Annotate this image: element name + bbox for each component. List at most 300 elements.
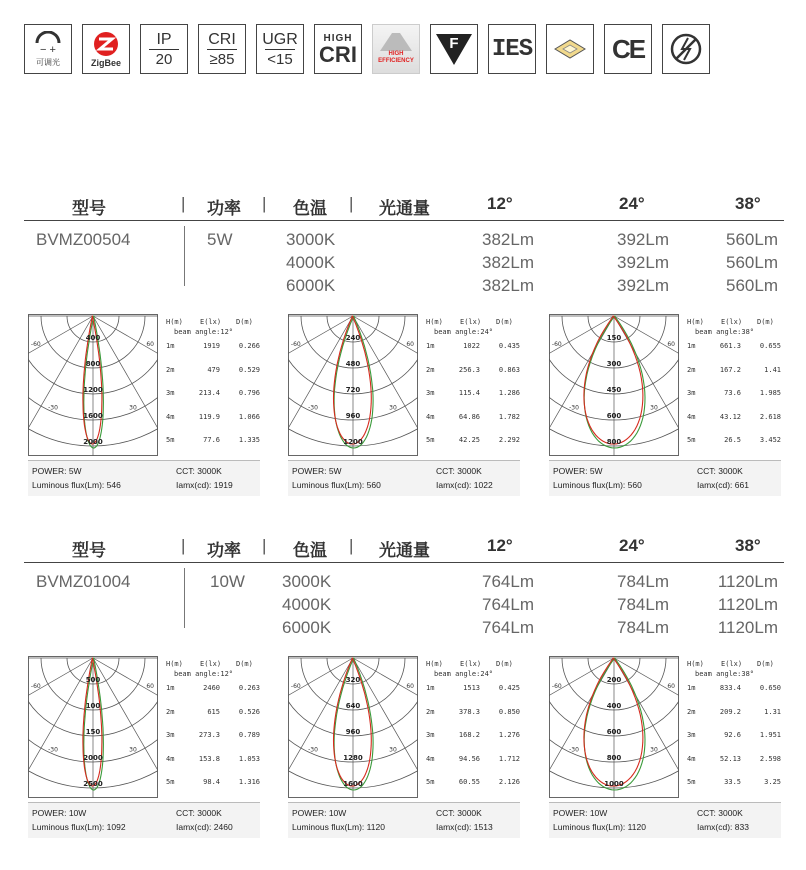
distance-cell: 3m — [687, 731, 696, 739]
light-cone-icon — [376, 33, 416, 51]
ring-value-label: 1600 — [83, 412, 103, 420]
flux-38: 560Lm — [726, 230, 778, 249]
ip-divider — [149, 49, 179, 50]
diameter-cell: 1.985 — [759, 389, 781, 397]
diameter-cell: 0.263 — [238, 684, 260, 692]
lux-cell: 378.3 — [458, 707, 480, 716]
imax-info: Iamx(cd): 833 — [697, 822, 749, 832]
lux-cell: 209.2 — [719, 707, 741, 716]
lux-cell: 98.4 — [203, 778, 220, 786]
diameter-cell: 1.782 — [498, 412, 520, 421]
distance-cell: 4m — [687, 412, 696, 421]
col-d: D(m) — [757, 318, 774, 326]
zigbee-logo-icon — [93, 31, 119, 57]
ring-value-label: 800 — [606, 438, 622, 446]
high-efficiency-icon — [372, 24, 420, 74]
f-mark-icon — [430, 24, 478, 74]
header-angle-24: 24° — [619, 536, 645, 555]
header-separator: | — [181, 194, 186, 213]
polar-light-distribution-chart — [28, 314, 158, 456]
ce-icon — [604, 24, 652, 74]
flux-38: 560Lm — [726, 276, 778, 295]
polar-light-distribution-chart — [288, 314, 418, 456]
ce-label: CE — [611, 33, 645, 64]
ugr-top: UGR — [262, 30, 298, 48]
f-mark-label: F — [449, 34, 459, 52]
power-info: POWER: 5W — [292, 466, 342, 476]
cct-info: CCT: 3000K — [176, 466, 222, 476]
spec-info-box — [549, 802, 781, 838]
imax-info: Iamx(cd): 1919 — [176, 480, 233, 490]
distance-cell: 4m — [166, 754, 175, 763]
ies-icon — [488, 24, 536, 74]
cct-info: CCT: 3000K — [697, 808, 743, 818]
col-h: H(m) — [166, 318, 183, 326]
col-d: D(m) — [236, 660, 253, 668]
diameter-cell: 0.650 — [759, 684, 781, 692]
col-h: H(m) — [166, 660, 183, 668]
header-angle-12: 12° — [487, 536, 513, 555]
flux-24: 392Lm — [617, 253, 669, 272]
distance-cell: 4m — [426, 412, 435, 421]
col-h: H(m) — [687, 660, 704, 668]
distance-cell: 2m — [426, 707, 435, 716]
power-info: POWER: 10W — [32, 808, 87, 818]
header-cct: 色温 — [293, 199, 327, 218]
polar-light-distribution-chart — [288, 656, 418, 798]
lux-cell: 1513 — [463, 684, 480, 692]
lux-cell: 615 — [207, 707, 220, 716]
lux-cell: 256.3 — [458, 365, 480, 374]
lux-cell: 168.2 — [458, 731, 480, 739]
polar-angle-label: 30 — [650, 746, 658, 754]
diameter-cell: 2.292 — [498, 436, 520, 444]
ring-value-label: 2500 — [83, 780, 103, 788]
diameter-cell: 1.276 — [498, 731, 520, 739]
diameter-cell: 0.526 — [238, 707, 260, 716]
polar-angle-label: 60 — [146, 683, 154, 690]
ip-top: IP — [156, 30, 172, 48]
lux-cell: 52.13 — [719, 754, 741, 763]
lux-cell: 479 — [207, 365, 220, 374]
flux-12: 764Lm — [482, 618, 534, 637]
ugr-divider — [265, 49, 295, 50]
flux-38: 1120Lm — [717, 618, 778, 637]
distance-cell: 5m — [166, 436, 175, 444]
header-rule — [24, 220, 784, 221]
lux-cell: 2460 — [203, 684, 220, 692]
diameter-cell: 2.126 — [498, 778, 520, 786]
power-value: 10W — [210, 572, 245, 591]
ring-value-label: 400 — [606, 702, 622, 710]
luminous-flux-info: Luminous flux(Lm): 1092 — [32, 822, 126, 832]
beam-angle-label: beam angle:12° — [174, 328, 234, 336]
ies-label: IES — [491, 35, 533, 63]
lux-cell: 153.8 — [198, 754, 220, 763]
photometric-panel — [288, 656, 520, 838]
diameter-cell: 1.066 — [238, 412, 260, 421]
ugr-bottom: <15 — [267, 50, 293, 68]
distance-cell: 3m — [426, 731, 435, 739]
model-number: BVMZ00504 — [36, 230, 131, 249]
header-power: 功率 — [207, 541, 241, 560]
luminous-flux-info: Luminous flux(Lm): 560 — [553, 480, 642, 490]
dimmer-symbol: − + — [40, 43, 56, 56]
polar-light-distribution-chart — [28, 656, 158, 798]
dimmer-arc-icon — [33, 31, 63, 45]
power-info: POWER: 5W — [553, 466, 603, 476]
polar-angle-label: -30 — [308, 404, 318, 412]
col-e: E(lx) — [200, 660, 222, 668]
luminous-flux-info: Luminous flux(Lm): 1120 — [553, 822, 646, 832]
polar-angle-label: 60 — [406, 683, 414, 690]
photometric-panel — [549, 656, 781, 838]
flux-12: 764Lm — [482, 595, 534, 614]
beam-angle-label: beam angle:38° — [695, 670, 755, 678]
ring-value-label: 320 — [345, 676, 361, 684]
ring-value-label: 640 — [345, 702, 361, 710]
spec-info-box — [28, 460, 260, 496]
ip-rating-icon — [140, 24, 188, 74]
flux-24: 392Lm — [617, 276, 669, 295]
chip-icon — [553, 36, 587, 62]
flux-38: 1120Lm — [717, 595, 778, 614]
diameter-cell: 1.41 — [764, 365, 781, 374]
high-efficiency-line1: HIGH — [388, 51, 404, 57]
header-flux: 光通量 — [379, 199, 430, 218]
power-info: POWER: 10W — [553, 808, 608, 818]
lux-cell: 167.2 — [719, 365, 741, 374]
photometric-panel — [28, 656, 260, 838]
flux-24: 784Lm — [617, 572, 669, 591]
polar-angle-label: 60 — [406, 341, 414, 348]
cri-divider — [207, 49, 237, 50]
header-separator: | — [349, 536, 354, 555]
lux-cell: 115.4 — [458, 389, 480, 397]
imax-info: Iamx(cd): 1513 — [436, 822, 493, 832]
beam-angle-label: beam angle:38° — [695, 328, 755, 336]
header-rule — [24, 562, 784, 563]
diameter-cell: 1.31 — [764, 707, 781, 716]
spec-table-header — [0, 532, 806, 562]
distance-cell: 2m — [166, 707, 175, 716]
cct-value: 6000K — [286, 276, 336, 295]
ring-value-label: 300 — [606, 360, 622, 368]
header-separator: | — [262, 194, 267, 213]
header-separator: | — [262, 536, 267, 555]
lux-cell: 43.12 — [719, 412, 741, 421]
cri-top: CRI — [208, 30, 236, 48]
distance-cell: 5m — [426, 436, 435, 444]
column-divider — [184, 568, 185, 628]
distance-cell: 1m — [426, 342, 435, 350]
high-cri-icon — [314, 24, 362, 74]
polar-angle-label: 30 — [129, 746, 137, 754]
ring-value-label: 800 — [606, 754, 622, 762]
ring-value-label: 2000 — [83, 438, 103, 446]
distance-cell: 3m — [426, 389, 435, 397]
polar-angle-label: 30 — [389, 404, 397, 412]
cct-value: 4000K — [286, 253, 336, 272]
diameter-cell: 1.316 — [238, 778, 260, 786]
spec-info-box — [549, 460, 781, 496]
diameter-cell: 3.25 — [764, 778, 781, 786]
ring-value-label: 500 — [85, 676, 101, 684]
polar-angle-label: -30 — [48, 746, 58, 754]
ring-value-label: 960 — [345, 728, 361, 736]
led-chip-icon — [546, 24, 594, 74]
distance-cell: 3m — [687, 389, 696, 397]
imax-info: Iamx(cd): 1022 — [436, 480, 493, 490]
ring-value-label: 400 — [85, 334, 101, 342]
cct-value: 6000K — [282, 618, 332, 637]
distance-cell: 4m — [687, 754, 696, 763]
diameter-cell: 0.796 — [238, 389, 260, 397]
ring-value-label: 1280 — [343, 754, 363, 762]
lux-cell: 119.9 — [198, 412, 220, 421]
distance-cell: 2m — [166, 365, 175, 374]
header-separator: | — [181, 536, 186, 555]
power-info: POWER: 5W — [32, 466, 82, 476]
no-flicker-symbol-icon — [669, 32, 703, 66]
distance-cell: 3m — [166, 731, 175, 739]
distance-cell: 4m — [426, 754, 435, 763]
lux-cell: 26.5 — [724, 436, 741, 444]
header-angle-38: 38° — [735, 536, 761, 555]
diameter-cell: 1.951 — [759, 731, 781, 739]
polar-angle-label: 60 — [667, 683, 675, 690]
polar-angle-label: -60 — [551, 341, 562, 348]
beam-angle-label: beam angle:12° — [174, 670, 234, 678]
ring-value-label: 1000 — [604, 780, 624, 788]
cct-value: 4000K — [282, 595, 332, 614]
photometric-panel — [28, 314, 260, 496]
column-divider — [184, 226, 185, 286]
polar-angle-label: 30 — [389, 746, 397, 754]
ugr-icon — [256, 24, 304, 74]
lux-cell: 661.3 — [719, 342, 741, 350]
lux-cell: 42.25 — [458, 436, 480, 444]
col-d: D(m) — [496, 660, 513, 668]
polar-light-distribution-chart — [549, 656, 679, 798]
cri-bottom: ≥85 — [209, 50, 235, 68]
spec-info-box — [28, 802, 260, 838]
col-d: D(m) — [496, 318, 513, 326]
diameter-cell: 1.712 — [498, 754, 520, 763]
high-efficiency-line2: EFFICIENCY — [378, 58, 414, 64]
spec-info-box — [288, 460, 520, 496]
lux-cell: 77.6 — [203, 436, 220, 444]
header-cct: 色温 — [293, 541, 327, 560]
beam-angle-label: beam angle:24° — [434, 328, 494, 336]
flux-38: 560Lm — [726, 253, 778, 272]
polar-angle-label: -30 — [569, 404, 579, 412]
lux-cell: 833.4 — [719, 684, 741, 692]
col-h: H(m) — [687, 318, 704, 326]
diameter-cell: 0.655 — [759, 342, 781, 350]
flux-24: 784Lm — [617, 595, 669, 614]
polar-angle-label: 60 — [667, 341, 675, 348]
diameter-cell: 2.618 — [759, 412, 781, 421]
polar-angle-label: -30 — [569, 746, 579, 754]
polar-angle-label: -30 — [308, 746, 318, 754]
lux-cell: 92.6 — [724, 731, 741, 739]
power-info: POWER: 10W — [292, 808, 347, 818]
polar-angle-label: 60 — [146, 341, 154, 348]
header-angle-38: 38° — [735, 194, 761, 213]
flux-38: 1120Lm — [717, 572, 778, 591]
polar-angle-label: -60 — [551, 683, 562, 690]
ring-value-label: 720 — [345, 386, 361, 394]
col-h: H(m) — [426, 660, 443, 668]
polar-angle-label: -30 — [48, 404, 58, 412]
col-d: D(m) — [757, 660, 774, 668]
flux-24: 392Lm — [617, 230, 669, 249]
header-flux: 光通量 — [379, 541, 430, 560]
diameter-cell: 1.053 — [238, 754, 260, 763]
zigbee-label: ZigBee — [90, 57, 121, 68]
spec-info-box — [288, 802, 520, 838]
no-flicker-icon — [662, 24, 710, 74]
header-model: 型号 — [72, 199, 106, 218]
header-angle-24: 24° — [619, 194, 645, 213]
lux-cell: 33.5 — [724, 778, 741, 786]
col-e: E(lx) — [721, 660, 743, 668]
diameter-cell: 1.286 — [498, 389, 520, 397]
col-e: E(lx) — [460, 318, 482, 326]
dimmable-icon — [24, 24, 72, 74]
header-power: 功率 — [207, 199, 241, 218]
dimmable-label: 可调光 — [36, 57, 60, 67]
distance-cell: 2m — [687, 707, 696, 716]
cct-info: CCT: 3000K — [436, 466, 482, 476]
distance-cell: 1m — [166, 684, 175, 692]
diameter-cell: 1.335 — [238, 436, 260, 444]
power-value: 5W — [207, 230, 233, 249]
ring-value-label: 150 — [606, 334, 622, 342]
polar-angle-label: -60 — [30, 683, 41, 690]
diameter-cell: 0.850 — [498, 707, 520, 716]
distance-cell: 1m — [166, 342, 175, 350]
certification-icons — [24, 24, 720, 74]
header-separator: | — [349, 194, 354, 213]
lux-cell: 213.4 — [198, 389, 220, 397]
col-e: E(lx) — [460, 660, 482, 668]
spec-table-header — [0, 190, 806, 220]
cct-info: CCT: 3000K — [697, 466, 743, 476]
ring-value-label: 1200 — [343, 438, 363, 446]
ring-value-label: 960 — [345, 412, 361, 420]
diameter-cell: 2.598 — [759, 754, 781, 763]
luminous-flux-info: Luminous flux(Lm): 546 — [32, 480, 121, 490]
distance-cell: 4m — [166, 412, 175, 421]
beam-angle-label: beam angle:24° — [434, 670, 494, 678]
col-e: E(lx) — [200, 318, 222, 326]
polar-angle-label: 30 — [650, 404, 658, 412]
col-d: D(m) — [236, 318, 253, 326]
distance-cell: 2m — [426, 365, 435, 374]
cct-value: 3000K — [282, 572, 332, 591]
cct-info: CCT: 3000K — [176, 808, 222, 818]
header-model: 型号 — [72, 541, 106, 560]
diameter-cell: 0.425 — [498, 684, 520, 692]
ring-value-label: 800 — [85, 360, 101, 368]
lux-cell: 1022 — [463, 342, 480, 350]
imax-info: Iamx(cd): 661 — [697, 480, 749, 490]
flux-12: 382Lm — [482, 276, 534, 295]
lux-cell: 273.3 — [198, 731, 220, 739]
lux-cell: 1919 — [203, 342, 220, 350]
ring-value-label: 200 — [606, 676, 622, 684]
col-h: H(m) — [426, 318, 443, 326]
ring-value-label: 600 — [606, 412, 622, 420]
lux-cell: 60.55 — [458, 778, 480, 786]
polar-angle-label: -60 — [290, 341, 301, 348]
distance-cell: 5m — [687, 436, 696, 444]
photometric-panel — [288, 314, 520, 496]
distance-cell: 5m — [166, 778, 175, 786]
distance-cell: 5m — [687, 778, 696, 786]
photometric-panel — [549, 314, 781, 496]
ip-bottom: 20 — [155, 50, 173, 68]
flux-12: 764Lm — [482, 572, 534, 591]
lux-cell: 64.86 — [458, 412, 480, 421]
polar-angle-label: -60 — [290, 683, 301, 690]
header-angle-12: 12° — [487, 194, 513, 213]
imax-info: Iamx(cd): 2460 — [176, 822, 233, 832]
diameter-cell: 3.452 — [759, 436, 781, 444]
distance-cell: 1m — [426, 684, 435, 692]
ring-value-label: 2000 — [83, 754, 103, 762]
flux-12: 382Lm — [482, 253, 534, 272]
ring-value-label: 150 — [85, 728, 101, 736]
high-cri-line2: CRI — [319, 41, 357, 67]
diameter-cell: 0.789 — [238, 731, 260, 739]
cct-value: 3000K — [286, 230, 336, 249]
flux-24: 784Lm — [617, 618, 669, 637]
lux-cell: 94.56 — [458, 754, 480, 763]
polar-angle-label: -60 — [30, 341, 41, 348]
cri-icon — [198, 24, 246, 74]
diameter-cell: 0.863 — [498, 365, 520, 374]
distance-cell: 3m — [166, 389, 175, 397]
model-number: BVMZ01004 — [36, 572, 131, 591]
distance-cell: 2m — [687, 365, 696, 374]
flux-12: 382Lm — [482, 230, 534, 249]
ring-value-label: 1200 — [83, 386, 103, 394]
diameter-cell: 0.529 — [238, 365, 260, 374]
diameter-cell: 0.435 — [498, 342, 520, 350]
ring-value-label: 600 — [606, 728, 622, 736]
ring-value-label: 480 — [345, 360, 361, 368]
high-cri-line1: HIGH — [323, 32, 353, 44]
polar-light-distribution-chart — [549, 314, 679, 456]
zigbee-icon — [82, 24, 130, 74]
lux-cell: 73.6 — [724, 389, 741, 397]
col-e: E(lx) — [721, 318, 743, 326]
polar-angle-label: 30 — [129, 404, 137, 412]
distance-cell: 1m — [687, 684, 696, 692]
ring-value-label: 450 — [606, 386, 622, 394]
distance-cell: 1m — [687, 342, 696, 350]
ring-value-label: 1600 — [343, 780, 363, 788]
ring-value-label: 240 — [345, 334, 361, 342]
diameter-cell: 0.266 — [238, 342, 260, 350]
luminous-flux-info: Luminous flux(Lm): 1120 — [292, 822, 385, 832]
luminous-flux-info: Luminous flux(Lm): 560 — [292, 480, 381, 490]
ring-value-label: 100 — [85, 702, 101, 710]
distance-cell: 5m — [426, 778, 435, 786]
